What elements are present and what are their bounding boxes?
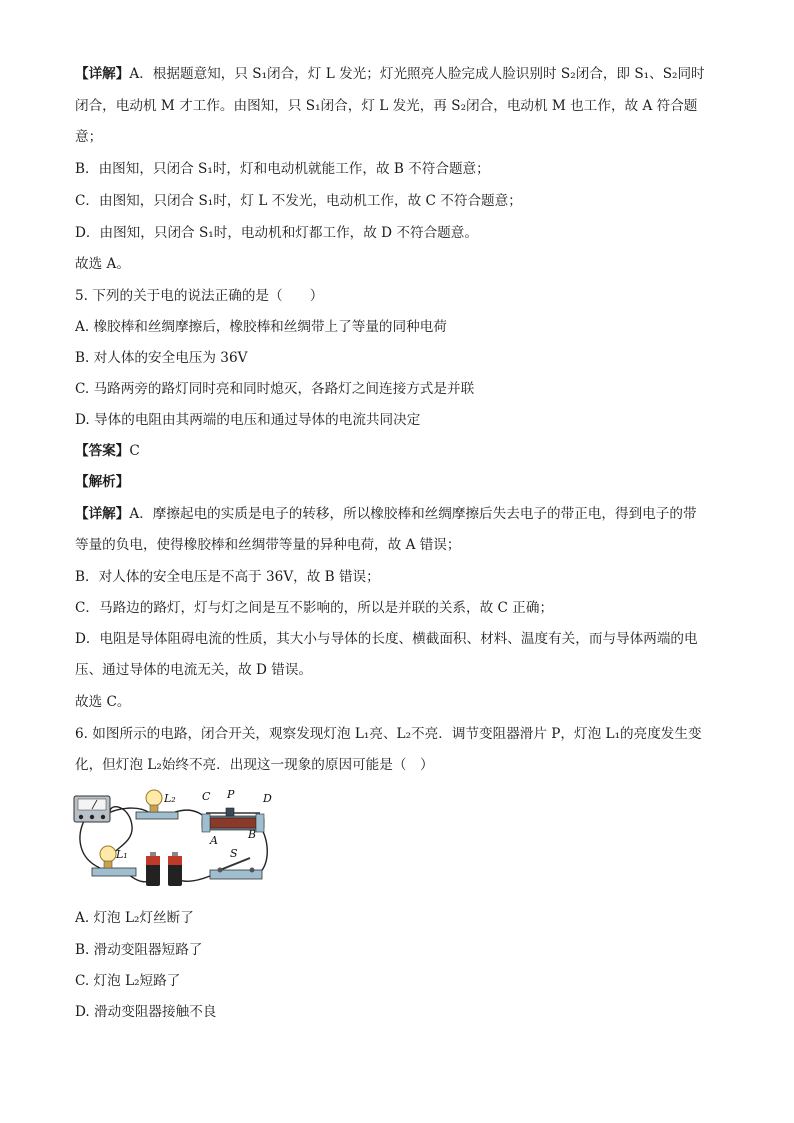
- circuit-figure: [70, 786, 280, 890]
- label-p: P: [227, 788, 235, 801]
- q4-option-d-explain: D．由图知，只闭合 S₁时，电动机和灯都工作，故 D 不符合题意。: [75, 225, 478, 241]
- q6-option-c: C. 灯泡 L₂短路了: [75, 973, 181, 989]
- q6-option-d: D. 滑动变阻器接触不良: [75, 1004, 217, 1020]
- q4-explain-line-1: [75, 64, 725, 84]
- circuit-diagram: [70, 786, 280, 890]
- meter-icon: [74, 796, 110, 822]
- q6-option-b: B. 滑动变阻器短路了: [75, 942, 203, 958]
- q5-explain-line-1: [75, 504, 725, 524]
- label-l2: L₂: [164, 792, 176, 805]
- q4-explain-text-1: A．根据题意知，只 S₁闭合，灯 L 发光；灯光照亮人脸完成人脸识别时 S₂闭合，即 S₁、S₂同时: [129, 66, 705, 82]
- q6-option-a: A. 灯泡 L₂灯丝断了: [75, 910, 194, 926]
- q5-stem: 5. 下列的关于电的说法正确的是（ ）: [75, 288, 324, 304]
- q5-option-d-explain-2: 压、通过导体的电流无关，故 D 错误。: [75, 662, 313, 678]
- q5-option-b: B. 对人体的安全电压为 36V: [75, 350, 248, 366]
- q4-choose: 故选 A。: [75, 256, 130, 272]
- q4-option-c-explain: C．由图知，只闭合 S₁时，灯 L 不发光，电动机工作，故 C 不符合题意；: [75, 193, 522, 209]
- q4-option-b-explain: B．由图知，只闭合 S₁时，灯和电动机就能工作，故 B 不符合题意；: [75, 161, 490, 177]
- switch-icon: [210, 858, 262, 879]
- explain-tag: 【详解】: [75, 506, 130, 522]
- explain-tag: 【详解】: [75, 66, 130, 82]
- battery-icon: [146, 852, 182, 886]
- answer-tag: 【答案】: [75, 443, 130, 459]
- q5-choose: 故选 C。: [75, 694, 131, 710]
- label-s: S: [230, 847, 238, 860]
- analysis-tag: 【解析】: [75, 474, 130, 490]
- q6-stem-line-1: 6. 如图所示的电路，闭合开关，观察发现灯泡 L₁亮、L₂不亮．调节变阻器滑片 P，灯泡 L₁的亮度发生变: [75, 726, 702, 742]
- q4-explain-line-2: 闭合，电动机 M 才工作。由图知，只 S₁闭合，灯 L 发光，再 S₂闭合，电动机 M 也工作，故 A 符合题: [75, 98, 698, 114]
- q4-explain-line-3: 意；: [75, 129, 103, 145]
- q5-answer: [75, 441, 725, 461]
- bulb-l1-icon: [92, 846, 136, 876]
- q5-explain-line-2: 等量的负电，使得橡胶棒和丝绸带等量的异种电荷，故 A 错误；: [75, 537, 461, 553]
- q5-option-d: D. 导体的电阻由其两端的电压和通过导体的电流共同决定: [75, 412, 421, 428]
- q5-option-d-explain-1: D．电阻是导体阻碍电流的性质，其大小与导体的长度、横截面积、材料、温度有关，而与导体两端的电: [75, 631, 698, 647]
- q5-option-b-explain: B．对人体的安全电压是不高于 36V，故 B 错误；: [75, 569, 380, 585]
- label-d: D: [263, 792, 272, 805]
- label-c: C: [202, 790, 211, 803]
- q5-option-a: A. 橡胶棒和丝绸摩擦后，橡胶棒和丝绸带上了等量的同种电荷: [75, 319, 447, 335]
- answer-value: C: [129, 443, 140, 459]
- label-a: A: [210, 834, 218, 847]
- q5-option-c-explain: C．马路边的路灯，灯与灯之间是互不影响的，所以是并联的关系，故 C 正确；: [75, 600, 554, 616]
- label-l1: L₁: [116, 848, 128, 861]
- q6-stem-line-2: 化，但灯泡 L₂始终不亮．出现这一现象的原因可能是（ ）: [75, 757, 434, 773]
- q5-option-c: C. 马路两旁的路灯同时亮和同时熄灭，各路灯之间连接方式是并联: [75, 381, 475, 397]
- q5-explain-text-1: A．摩擦起电的实质是电子的转移，所以橡胶棒和丝绸摩擦后失去电子的带正电，得到电子的带: [129, 506, 697, 522]
- label-b: B: [248, 828, 257, 841]
